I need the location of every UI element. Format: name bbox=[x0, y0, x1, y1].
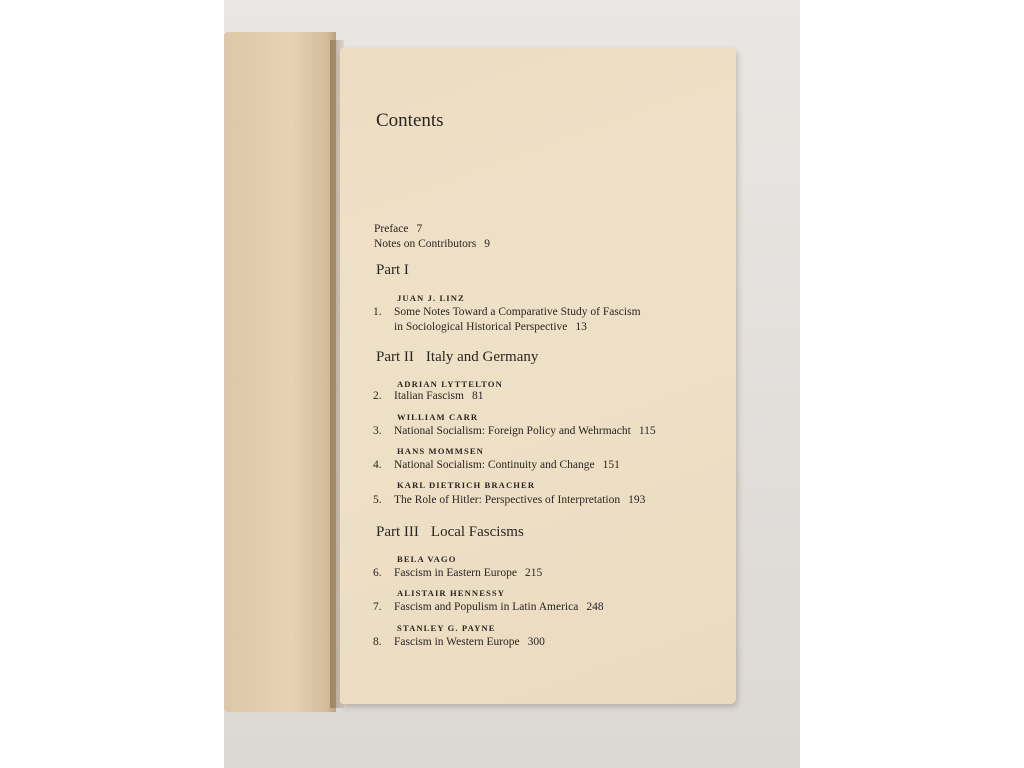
chapter-author: KARL DIETRICH BRACHER bbox=[397, 480, 536, 490]
chapter-entry: 3. National Socialism: Foreign Policy and Wehrmacht 115 bbox=[373, 425, 656, 437]
chapter-entry: 4. National Socialism: Continuity and Change 151 bbox=[373, 459, 620, 471]
chapter-entry: 8. Fascism in Western Europe 300 bbox=[373, 636, 545, 648]
front-matter-item: Notes on Contributors 9 bbox=[374, 238, 490, 250]
left-page bbox=[224, 32, 336, 712]
page-title: Contents bbox=[376, 110, 444, 131]
chapter-entry: 5. The Role of Hitler: Perspectives of Interpretation 193 bbox=[373, 494, 646, 506]
contents-page bbox=[340, 48, 736, 704]
part-heading: Part I bbox=[376, 262, 409, 278]
chapter-entry: 6. Fascism in Eastern Europe 215 bbox=[373, 567, 543, 579]
chapter-entry: 7. Fascism and Populism in Latin America 248 bbox=[373, 601, 604, 613]
part-heading: Part III Local Fascisms bbox=[376, 524, 524, 540]
chapter-entry: 2. Italian Fascism 81 bbox=[373, 390, 484, 402]
chapter-author: HANS MOMMSEN bbox=[397, 446, 484, 456]
front-matter-item: Preface 7 bbox=[374, 223, 423, 235]
chapter-author: WILLIAM CARR bbox=[397, 412, 479, 422]
chapter-entry: 1. Some Notes Toward a Comparative Study of Fascism in Sociological Historical Perspective 13 bbox=[373, 306, 641, 333]
chapter-author: STANLEY G. PAYNE bbox=[397, 623, 496, 633]
chapter-author: BELA VAGO bbox=[397, 554, 457, 564]
front-matter bbox=[374, 222, 490, 252]
chapter-author: ALISTAIR HENNESSY bbox=[397, 588, 506, 598]
chapter-author: JUAN J. LINZ bbox=[397, 293, 465, 303]
chapter-author: ADRIAN LYTTELTON bbox=[397, 379, 503, 389]
part-heading: Part II Italy and Germany bbox=[376, 349, 539, 365]
